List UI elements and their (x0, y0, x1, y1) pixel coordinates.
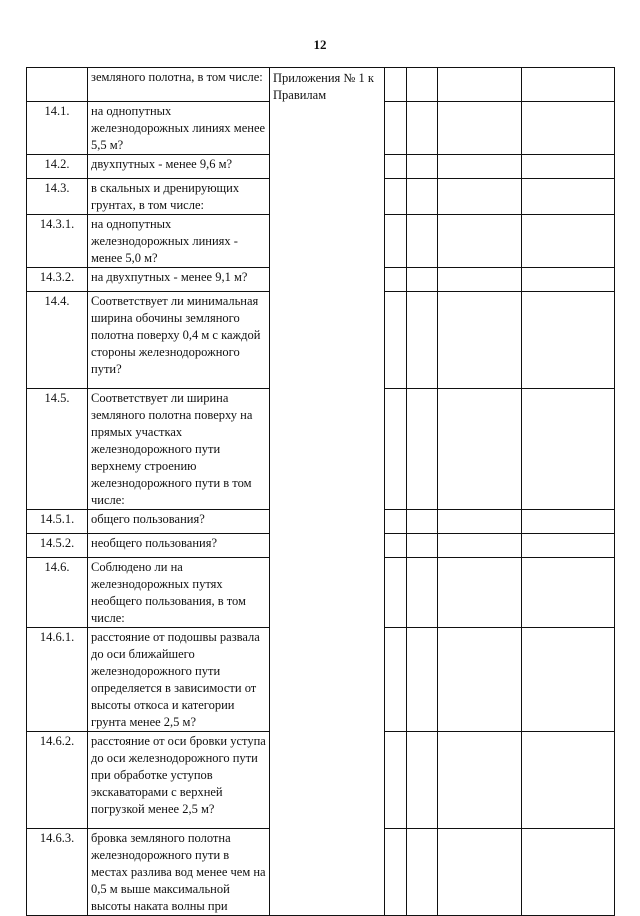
item-number: 14.2. (27, 155, 88, 179)
answer-no-cell[interactable] (407, 68, 438, 102)
answer-na-cell[interactable] (438, 510, 522, 534)
item-number: 14.3. (27, 179, 88, 215)
question-text: двухпутных - менее 9,6 м? (88, 155, 270, 179)
answer-no-cell[interactable] (407, 558, 438, 628)
answer-na-cell[interactable] (438, 68, 522, 102)
note-cell[interactable] (522, 68, 615, 102)
answer-na-cell[interactable] (438, 179, 522, 215)
answer-no-cell[interactable] (407, 268, 438, 292)
question-text: Соответствует ли минимальная ширина обочины земляного полотна поверху 0,4 м с каждой стороны железнодорожного пути? (88, 292, 270, 389)
question-text: расстояние от подошвы развала до оси ближайшего железнодорожного пути определяется в зависимости от высоты откоса и категории грунта менее 2,5 м? (88, 628, 270, 732)
question-text: на двухпутных - менее 9,1 м? (88, 268, 270, 292)
note-cell[interactable] (522, 534, 615, 558)
note-cell[interactable] (522, 292, 615, 389)
note-cell[interactable] (522, 102, 615, 155)
answer-yes-cell[interactable] (385, 732, 407, 829)
answer-yes-cell[interactable] (385, 558, 407, 628)
item-number: 14.6.3. (27, 829, 88, 916)
answer-yes-cell[interactable] (385, 292, 407, 389)
item-number: 14.3.1. (27, 215, 88, 268)
question-text: Соответствует ли ширина земляного полотна поверху на прямых участках железнодорожного пути верхнему строению железнодорожного пути в том числе: (88, 389, 270, 510)
answer-na-cell[interactable] (438, 268, 522, 292)
note-cell[interactable] (522, 510, 615, 534)
note-cell[interactable] (522, 179, 615, 215)
answer-na-cell[interactable] (438, 389, 522, 510)
note-cell[interactable] (522, 268, 615, 292)
requirement-reference: Приложения № 1 к Правилам (270, 68, 385, 916)
note-cell[interactable] (522, 558, 615, 628)
answer-na-cell[interactable] (438, 102, 522, 155)
answer-no-cell[interactable] (407, 215, 438, 268)
answer-na-cell[interactable] (438, 732, 522, 829)
note-cell[interactable] (522, 389, 615, 510)
question-text: на однопутных железнодорожных линиях - менее 5,0 м? (88, 215, 270, 268)
answer-no-cell[interactable] (407, 732, 438, 829)
item-number: 14.5.1. (27, 510, 88, 534)
answer-yes-cell[interactable] (385, 215, 407, 268)
answer-no-cell[interactable] (407, 102, 438, 155)
answer-yes-cell[interactable] (385, 102, 407, 155)
answer-yes-cell[interactable] (385, 829, 407, 916)
item-number: 14.5. (27, 389, 88, 510)
answer-no-cell[interactable] (407, 534, 438, 558)
item-number: 14.6.1. (27, 628, 88, 732)
answer-na-cell[interactable] (438, 558, 522, 628)
item-number: 14.6.2. (27, 732, 88, 829)
answer-yes-cell[interactable] (385, 179, 407, 215)
item-number: 14.1. (27, 102, 88, 155)
question-text: земляного полотна, в том числе: (88, 68, 270, 102)
answer-no-cell[interactable] (407, 179, 438, 215)
note-cell[interactable] (522, 732, 615, 829)
answer-na-cell[interactable] (438, 215, 522, 268)
item-number (27, 68, 88, 102)
answer-yes-cell[interactable] (385, 68, 407, 102)
answer-na-cell[interactable] (438, 155, 522, 179)
answer-yes-cell[interactable] (385, 628, 407, 732)
table-row (27, 68, 615, 102)
question-text: на однопутных железнодорожных линиях менее 5,5 м? (88, 102, 270, 155)
answer-na-cell[interactable] (438, 628, 522, 732)
answer-no-cell[interactable] (407, 292, 438, 389)
answer-na-cell[interactable] (438, 292, 522, 389)
question-text: общего пользования? (88, 510, 270, 534)
question-text: Соблюдено ли на железнодорожных путях необщего пользования, в том числе: (88, 558, 270, 628)
answer-yes-cell[interactable] (385, 510, 407, 534)
answer-yes-cell[interactable] (385, 268, 407, 292)
note-cell[interactable] (522, 155, 615, 179)
answer-no-cell[interactable] (407, 628, 438, 732)
checklist-table (26, 67, 615, 916)
answer-no-cell[interactable] (407, 389, 438, 510)
page-number: 12 (313, 37, 327, 52)
question-text: бровка земляного полотна железнодорожного пути в местах разлива вод менее чем на 0,5 м выше максимальной высоты наката волны при (88, 829, 270, 916)
item-number: 14.5.2. (27, 534, 88, 558)
answer-no-cell[interactable] (407, 510, 438, 534)
answer-na-cell[interactable] (438, 829, 522, 916)
answer-yes-cell[interactable] (385, 534, 407, 558)
answer-na-cell[interactable] (438, 534, 522, 558)
item-number: 14.4. (27, 292, 88, 389)
note-cell[interactable] (522, 829, 615, 916)
answer-no-cell[interactable] (407, 829, 438, 916)
answer-yes-cell[interactable] (385, 155, 407, 179)
note-cell[interactable] (522, 215, 615, 268)
answer-no-cell[interactable] (407, 155, 438, 179)
question-text: расстояние от оси бровки уступа до оси железнодорожного пути при обработке уступов экскаваторами с верхней погрузкой менее 2,5 м? (88, 732, 270, 829)
answer-yes-cell[interactable] (385, 389, 407, 510)
note-cell[interactable] (522, 628, 615, 732)
question-text: необщего пользования? (88, 534, 270, 558)
question-text: в скальных и дренирующих грунтах, в том числе: (88, 179, 270, 215)
item-number: 14.6. (27, 558, 88, 628)
item-number: 14.3.2. (27, 268, 88, 292)
